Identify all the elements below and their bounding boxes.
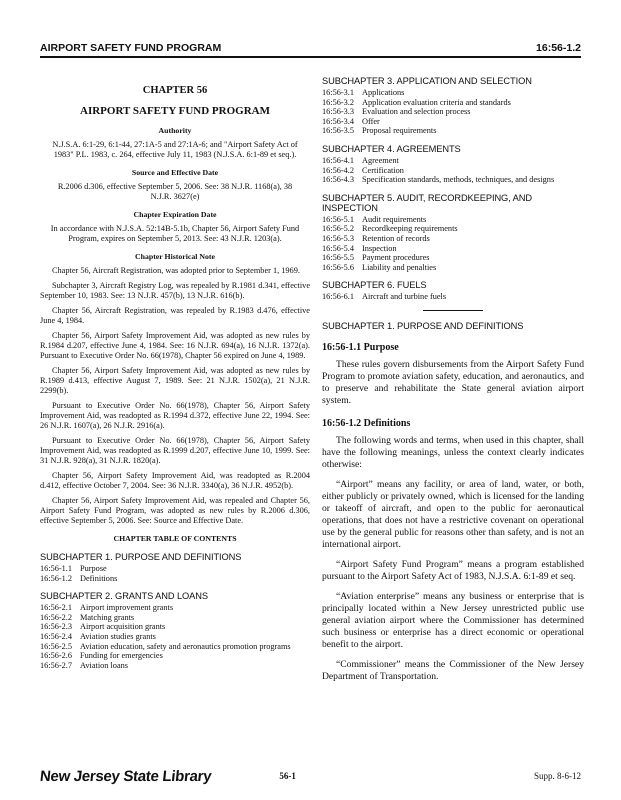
toc-entry xyxy=(322,156,584,166)
history-note: Chapter 56, Airport Safety Improvement Aid, was adopted as new rules by R.1989 d.413, effective August 7, 1989. See: 21 N.J.R. 1502(a), 21 N.J.R. 2299(b). xyxy=(40,366,310,395)
toc-entry-title: Audit requirements xyxy=(362,214,427,224)
toc-entry xyxy=(40,661,310,671)
header-section: 16:56-1.2 xyxy=(536,42,581,54)
authority-text: N.J.S.A. 6:1-29, 6:1-44, 27:1A-5 and 27:1A-6; and "Airport Safety Act of 1983" P.L. 1983, c. 264, effective July 11, 1983 (N.J.S.A. 6:1-89 et seq.). xyxy=(52,140,298,159)
toc-entry xyxy=(322,166,584,176)
header-title: AIRPORT SAFETY FUND PROGRAM xyxy=(40,42,222,54)
library-stamp: New Jersey State Library xyxy=(39,767,213,785)
section-heading-purpose: 16:56-1.1 Purpose xyxy=(322,341,399,353)
toc-entry-title: Certification xyxy=(362,165,404,175)
toc-entry-number: 16:56-2.3 xyxy=(40,622,73,632)
toc-entry-title: Specification standards, methods, techniques, and designs xyxy=(362,175,555,185)
running-header xyxy=(40,38,581,54)
toc-entry xyxy=(40,613,310,623)
toc-entry-number: 16:56-3.4 xyxy=(322,116,355,126)
subchapter-heading: SUBCHAPTER 1. PURPOSE AND DEFINITIONS xyxy=(322,320,524,331)
history-note: Chapter 56, Airport Safety Improvement Aid, was readopted as R.2004 d.412, effective October 7, 2004. See: 36 N.J.R. 3340(a), 36 N.J.R. 4952(b). xyxy=(40,471,310,490)
history-note: Chapter 56, Aircraft Registration, was repealed by R.1983 d.476, effective June 4, 1984. xyxy=(40,306,310,325)
toc-entry-number: 16:56-4.3 xyxy=(322,175,355,185)
toc-entry-title: Aviation loans xyxy=(80,660,129,670)
toc-entry-number: 16:56-1.1 xyxy=(40,564,73,573)
history-note: Chapter 56, Aircraft Registration, was adopted prior to September 1, 1969. xyxy=(52,266,300,275)
toc-entry xyxy=(322,175,584,185)
authority-heading: Authority xyxy=(158,126,192,135)
history-note: Chapter 56, Airport Safety Improvement Aid, was repealed and Chapter 56, Airport Safety Fund Program, was adopted as new rules by R.2006 d.306, effective September 5, 2006. See: Source and Effective Date. xyxy=(40,496,310,525)
chapter-number: CHAPTER 56 xyxy=(142,85,208,96)
page-footer xyxy=(40,764,581,788)
toc-entry-number: 16:56-5.5 xyxy=(322,253,355,263)
toc-entry-number: 16:56-2.4 xyxy=(40,631,73,641)
definition-paragraph: “Commissioner” means the Commissioner of the New Jersey Department of Transportation. xyxy=(322,658,584,682)
header-rule xyxy=(40,56,581,58)
toc-subchapter-3 xyxy=(322,76,584,136)
history-heading: Chapter Historical Note xyxy=(135,252,215,261)
section-divider xyxy=(423,310,483,311)
history-note: Chapter 56, Airport Safety Improvement Aid, was adopted as new rules by R.1984 d.207, effective June 4, 1984. See: 16 N.J.R. 694(a), 16 N.J.R. 1372(a). Pursuant to Executive Order No. 66(1978), Chapter 56 expired on June 4, 1989. xyxy=(40,331,310,360)
right-column xyxy=(322,76,584,691)
section-heading-definitions: 16:56-1.2 Definitions xyxy=(322,417,411,429)
toc-entry-title: Application evaluation criteria and standards xyxy=(362,97,511,107)
toc-entry xyxy=(322,107,584,117)
toc-subchapter-1 xyxy=(40,552,310,583)
definition-paragraph: “Airport Safety Fund Program” means a program established pursuant to the Airport Safety Act of 1983, N.J.S.A. 6:1-89 et seq. xyxy=(322,558,584,582)
toc-entry-number: 16:56-2.2 xyxy=(40,612,73,622)
toc-entry xyxy=(322,253,584,263)
toc-entry-number: 16:56-2.6 xyxy=(40,651,73,661)
toc-entry xyxy=(322,126,584,136)
page-number: 56-1 xyxy=(279,771,296,781)
source-heading: Source and Effective Date xyxy=(131,168,219,177)
history-note: Pursuant to Executive Order No. 66(1978), Chapter 56, Airport Safety Improvement Aid, was readopted as R.1999 d.207, effective June 10, 1999. See: 31 N.J.R. 928(a), 31 N.J.R. 1820(a). xyxy=(40,436,310,465)
supplement-date: Supp. 8-6-12 xyxy=(533,771,581,781)
expiration-text: In accordance with N.J.S.A. 52:14B-5.1b, Chapter 56, Airport Safety Fund Program, expires on September 5, 2013. See: 43 N.J.R. 1203(a). xyxy=(50,224,300,243)
toc-subchapter-heading: SUBCHAPTER 5. AUDIT, RECORDKEEPING, AND INSPECTION xyxy=(322,192,532,213)
chapter-title: AIRPORT SAFETY FUND PROGRAM xyxy=(80,105,270,117)
toc-entry-number: 16:56-2.1 xyxy=(40,603,73,613)
expiration-heading: Chapter Expiration Date xyxy=(133,210,217,219)
toc-entry-title: Evaluation and selection process xyxy=(362,107,471,117)
definitions-intro: The following words and terms, when used in this chapter, shall have the following meanings, unless the context clearly indicates otherwise: xyxy=(322,434,584,470)
toc-subchapter-heading: SUBCHAPTER 6. FUELS xyxy=(322,280,427,291)
toc-entry xyxy=(322,88,584,98)
toc-entry xyxy=(40,564,310,574)
toc-entry xyxy=(322,234,584,244)
toc-entry xyxy=(322,224,584,234)
toc-entry-number: 16:56-3.3 xyxy=(322,107,355,117)
toc-entry-title: Aircraft and turbine fuels xyxy=(362,292,447,302)
toc-entry-title: Retention of records xyxy=(362,233,430,243)
purpose-text: These rules govern disbursements from the Airport Safety Fund Program to promote aviation safety, education, and aeronautics, and to preserve and rehabilitate the State general aviation airport system. xyxy=(322,358,584,406)
toc-entry-number: 16:56-2.7 xyxy=(40,660,73,670)
definition-paragraph: “Airport” means any facility, or area of land, water, or both, either publicly or privately owned, which is licensed for the landing or takeoff of aircraft, and open to the public for aeronautical operations, that does not have a restrictive covenant on operational use by the general public for reasons other than safety, and is not an international airport. xyxy=(322,478,584,550)
toc-entry-title: Proposal requirements xyxy=(362,126,437,136)
toc-entry-number: 16:56-2.5 xyxy=(40,641,73,651)
toc-entry-number: 16:56-3.2 xyxy=(322,97,355,107)
toc-entry-title: Recordkeeping requirements xyxy=(362,224,458,234)
toc-entry xyxy=(322,98,584,108)
toc-entry xyxy=(322,215,584,225)
toc-entry-title: Definitions xyxy=(80,573,118,583)
toc-entry-number: 16:56-4.1 xyxy=(322,155,355,165)
toc-entry xyxy=(40,632,310,642)
toc-entry-title: Payment procedures xyxy=(362,253,430,263)
toc-subchapter-heading: SUBCHAPTER 2. GRANTS AND LOANS xyxy=(40,591,208,602)
definition-paragraph: “Aviation enterprise” means any business or enterprise that is principally located within a New Jersey unrestricted public use general aviation airport where the Commissioner has determined such business or enterprise has a direct economic or operational benefit to the airport. xyxy=(322,590,584,650)
toc-entry xyxy=(322,263,584,273)
toc-entry xyxy=(40,603,310,613)
toc-entry xyxy=(322,244,584,254)
history-note: Pursuant to Executive Order No. 66(1978), Chapter 56, Airport Safety Improvement Aid, was readopted as R.1994 d.372, effective June 22, 1994. See: 26 N.J.R. 1607(a), 26 N.J.R. 2916(a). xyxy=(40,401,310,430)
toc-entry-number: 16:56-4.2 xyxy=(322,165,355,175)
toc-entry-title: Airport improvement grants xyxy=(80,603,174,613)
toc-entry-number: 16:56-5.1 xyxy=(322,214,355,224)
left-column xyxy=(40,76,310,670)
toc-heading: CHAPTER TABLE OF CONTENTS xyxy=(113,534,237,543)
toc-subchapter-2 xyxy=(40,591,310,670)
toc-entry-title: Offer xyxy=(362,116,380,126)
toc-subchapter-heading: SUBCHAPTER 1. PURPOSE AND DEFINITIONS xyxy=(40,552,242,562)
toc-entry-title: Airport acquisition grants xyxy=(80,622,166,632)
toc-entry xyxy=(40,622,310,632)
toc-entry-title: Applications xyxy=(362,88,405,97)
toc-subchapter-5 xyxy=(322,193,584,273)
toc-entry-number: 16:56-3.5 xyxy=(322,126,355,136)
toc-entry-title: Inspection xyxy=(362,243,397,253)
toc-subchapter-6 xyxy=(322,280,584,302)
toc-entry-title: Purpose xyxy=(80,564,107,573)
toc-entry-number: 16:56-5.6 xyxy=(322,262,355,272)
toc-entry-title: Liability and penalties xyxy=(362,262,437,272)
toc-entry xyxy=(40,574,310,584)
toc-subchapter-heading: SUBCHAPTER 4. AGREEMENTS xyxy=(322,143,461,154)
toc-entry-number: 16:56-5.3 xyxy=(322,233,355,243)
toc-entry xyxy=(40,642,310,652)
toc-entry xyxy=(40,651,310,661)
toc-entry-number: 16:56-5.2 xyxy=(322,224,355,234)
toc-entry-title: Agreement xyxy=(362,155,399,165)
toc-entry-title: Aviation education, safety and aeronautics promotion programs xyxy=(80,641,291,651)
toc-subchapter-4 xyxy=(322,144,584,185)
toc-entry xyxy=(322,292,584,302)
toc-entry-title: Funding for emergencies xyxy=(80,651,163,661)
toc-subchapter-heading: SUBCHAPTER 3. APPLICATION AND SELECTION xyxy=(322,76,532,86)
toc-entry-number: 16:56-5.4 xyxy=(322,243,355,253)
toc-entry-number: 16:56-6.1 xyxy=(322,292,355,302)
toc-entry-title: Aviation studies grants xyxy=(80,631,156,641)
toc-entry-number: 16:56-3.1 xyxy=(322,88,355,97)
toc-entry-title: Matching grants xyxy=(80,612,135,622)
toc-entry-number: 16:56-1.2 xyxy=(40,573,73,583)
source-text: R.2006 d.306, effective September 5, 2006. See: 38 N.J.R. 1168(a), 38 N.J.R. 3627(e) xyxy=(57,182,293,201)
toc-entry xyxy=(322,117,584,127)
history-note: Subchapter 3, Aircraft Registry Log, was repealed by R.1981 d.341, effective September 10, 1983. See: 13 N.J.R. 457(b), 13 N.J.R. 616(b). xyxy=(40,281,310,300)
